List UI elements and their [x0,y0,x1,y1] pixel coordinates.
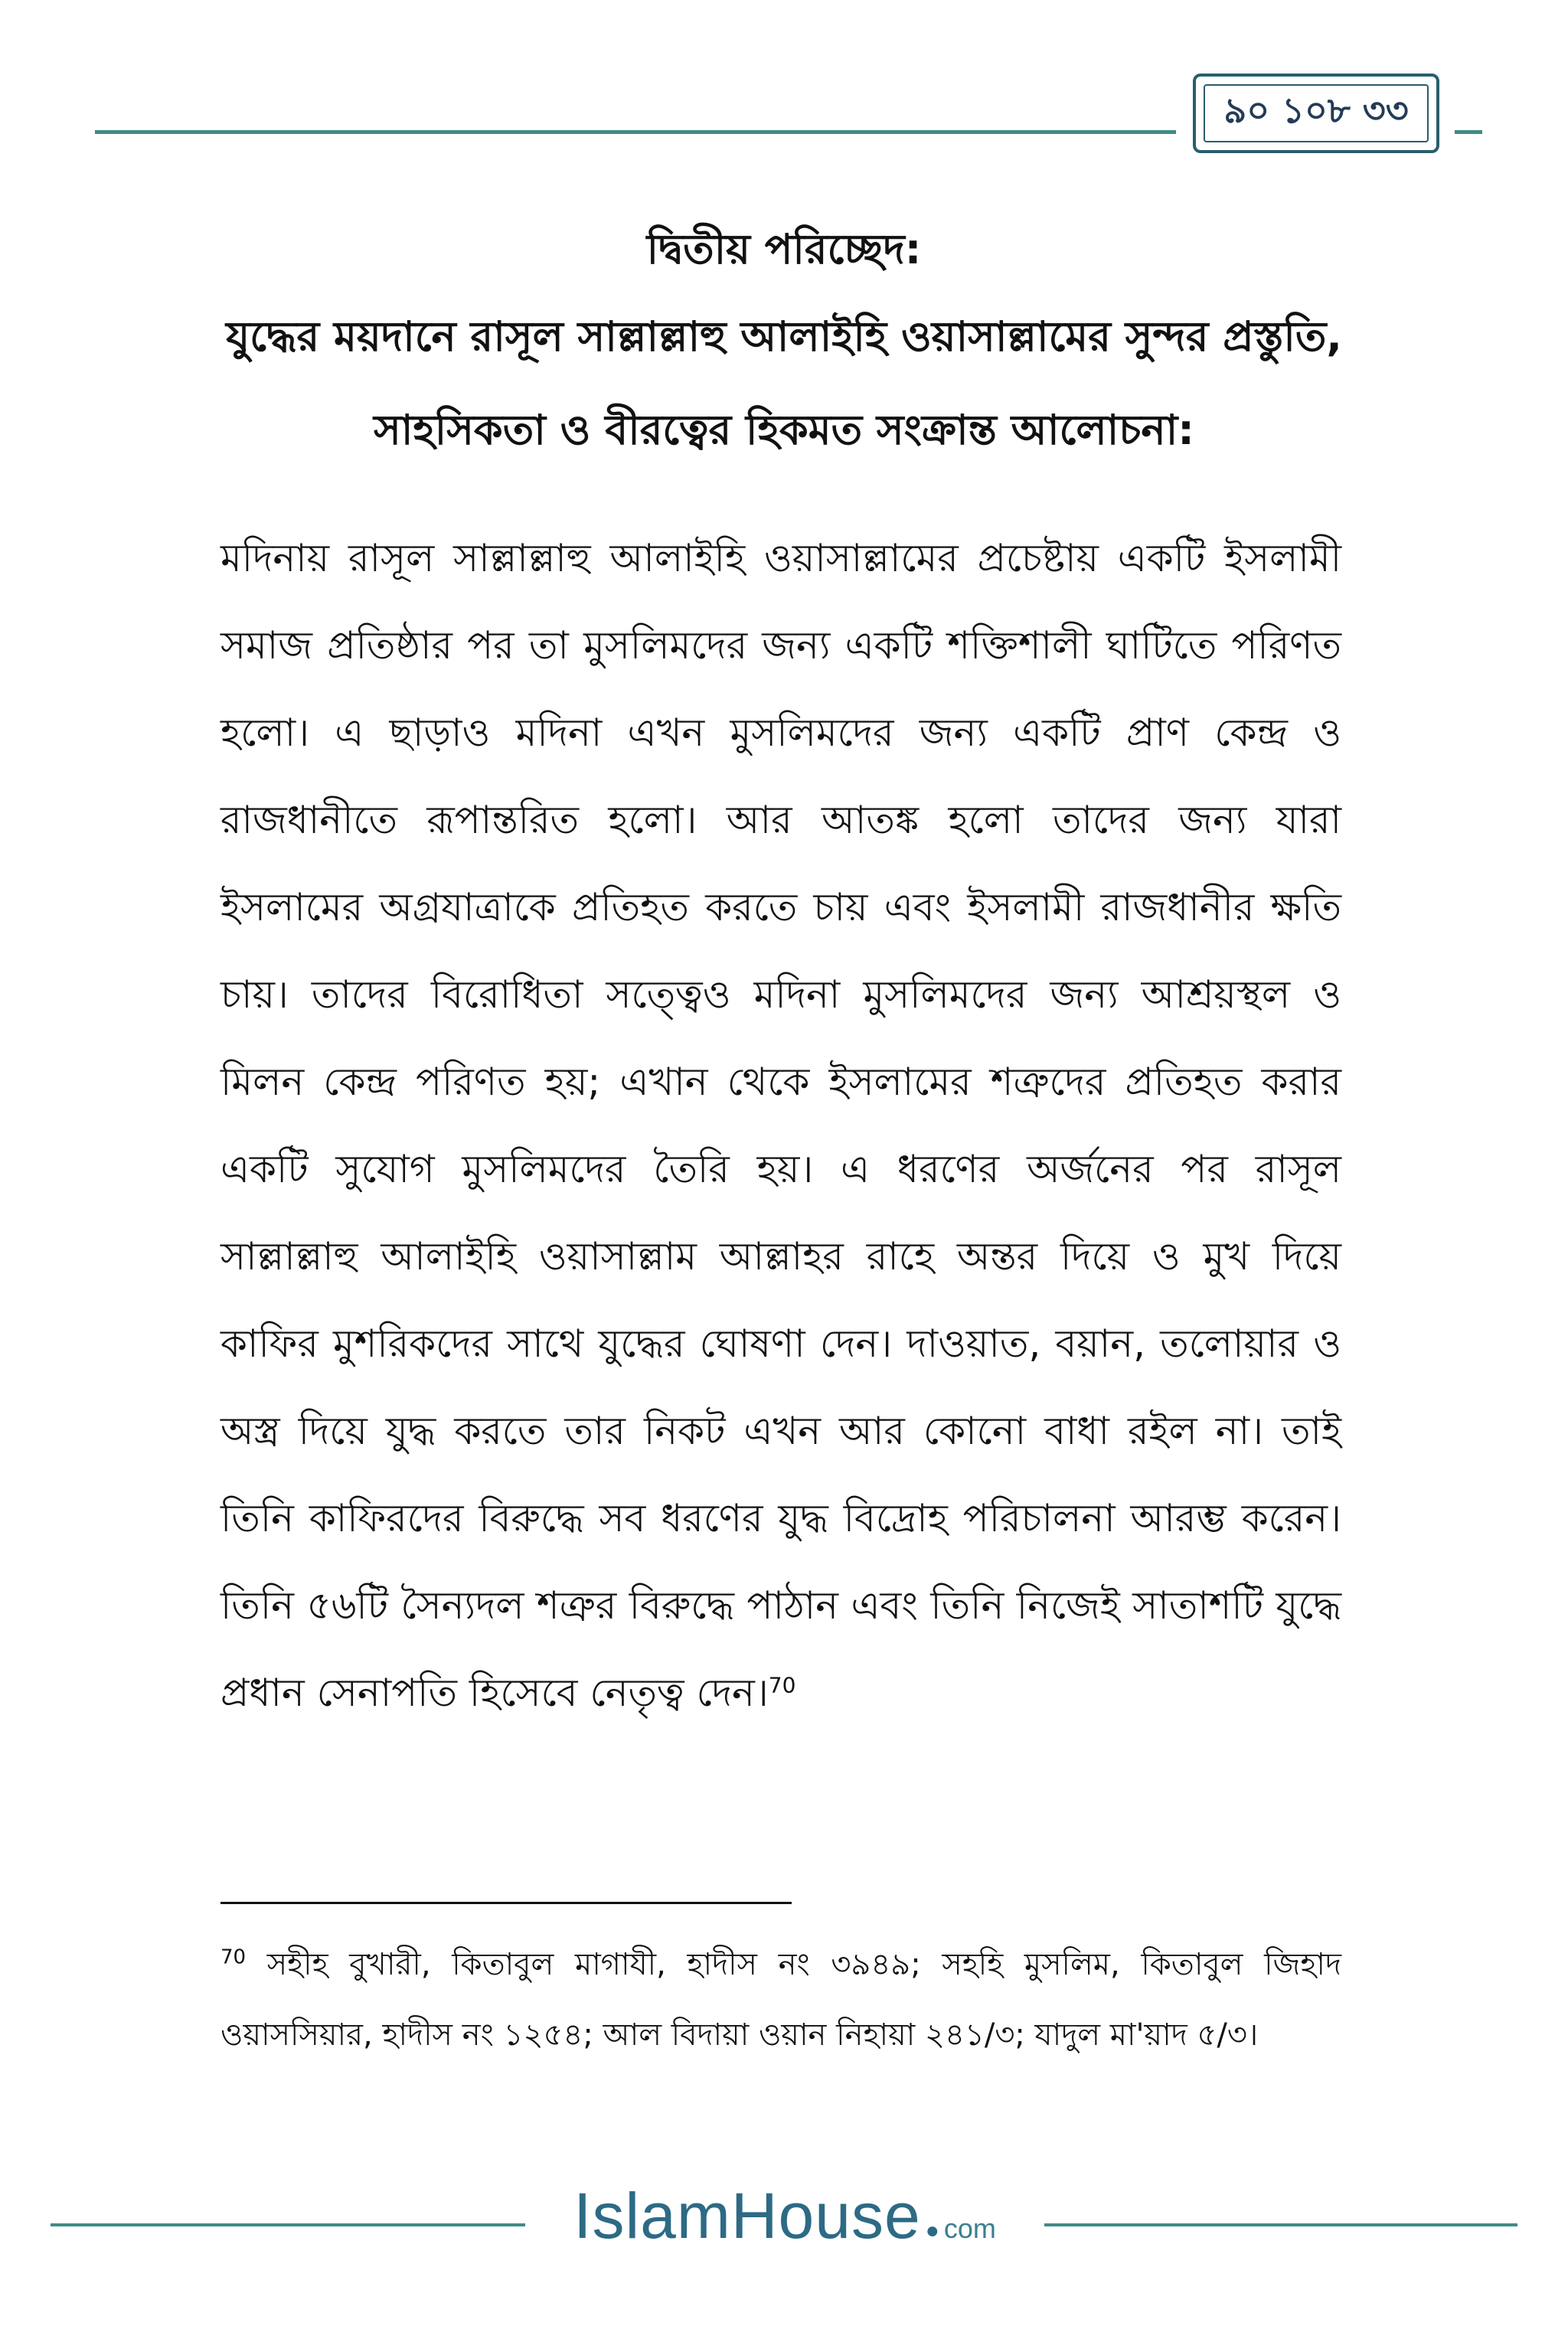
body-paragraph [220,514,1341,1736]
header-rule-left [95,130,1176,134]
header-rule-right [1455,130,1482,134]
footnote-text: সহীহ বুখারী, কিতাবুল মাগাযী, হাদীস নং ৩৯৪৯; সহহি মুসলিম, কিতাবুল জিহাদ ওয়াসসিয়ার, হাদীস নং ১২৫৪; আল বিদায়া ওয়ান নিহায়া ২৪১/৩; যাদুল মা'য়াদ ৫/৩। [220,1947,1341,2053]
footer-rule-left [51,2223,525,2226]
footnote-separator [220,1902,792,1904]
page-number-frame [1193,74,1439,153]
footnote [220,1929,1341,2070]
islamhouse-logo[interactable] [536,2179,1034,2263]
body-paragraph-text: মদিনায় রাসূল সাল্লাল্লাহু আলাইহি ওয়াসাল্লামের প্রচেষ্টায় একটি ইসলামী সমাজ প্রতিষ্ঠার পর তা মুসলিমদের জন্য একটি শক্তিশালী ঘাটিতে পরিণত হলো। এ ছাড়াও মদিনা এখন মুসলিমদের জন্য একটি প্রাণ কেন্দ্র ও রাজধানীতে রূপান্তরিত হলো। আর আতঙ্ক হলো তাদের জন্য যারা ইসলামের অগ্রযাত্রাকে প্রতিহত করতে চায় এবং ইসলামী রাজধানীর ক্ষতি চায়। তাদের বিরোধিতা সত্ত্বেও মদিনা মুসলিমদের জন্য আশ্রয়স্থল ও মিলন কেন্দ্র পরিণত হয়; এখান থেকে ইসলামের শত্রুদের প্রতিহত করার একটি সুযোগ মুসলিমদের তৈরি হয়। এ ধরণের অর্জনের পর রাসূল সাল্লাল্লাহু আলাইহি ওয়াসাল্লাম আল্লাহর রাহে অন্তর দিয়ে ও মুখ দিয়ে কাফির মুশরিকদের সাথে যুদ্ধের ঘোষণা দেন। দাওয়াত, বয়ান, তলোয়ার ও অস্ত্র দিয়ে যুদ্ধ করতে তার নিকট এখন আর কোনো বাধা রইল না। তাই তিনি কাফিরদের বিরুদ্ধে সব ধরণের যুদ্ধ বিদ্রোহ পরিচালনা আরম্ভ করেন। তিনি ৫৬টি সৈন্যদল শত্রুর বিরুদ্ধে পাঠান এবং তিনি নিজেই সাতাশটি যুদ্ধে প্রধান সেনাপতি হিসেবে নেতৃত্ব দেন। [220,536,1341,1715]
chapter-subtitle-line-1: যুদ্ধের ময়দানে রাসূল সাল্লাল্লাহু আলাইহি ওয়াসাল্লামের সুন্দর প্রস্তুতি, [226,312,1342,361]
page-number: ৯০ ১০৮ ৩৩ [1223,90,1409,131]
chapter-subtitle-line-2: সাহসিকতা ও বীরত্বের হিকমত সংক্রান্ত আলোচনা: [374,406,1194,454]
chapter-title: দ্বিতীয় পরিচ্ছেদ: [646,225,922,273]
logo-wordmark: IslamHouse [573,2180,921,2252]
logo-suffix: com [943,2213,996,2244]
logo-dot-icon: ● [925,2218,939,2243]
footer-rule-right [1044,2223,1517,2226]
footnote-reference[interactable]: 70 [768,1672,796,1698]
footnote-number: 70 [220,1945,247,1969]
